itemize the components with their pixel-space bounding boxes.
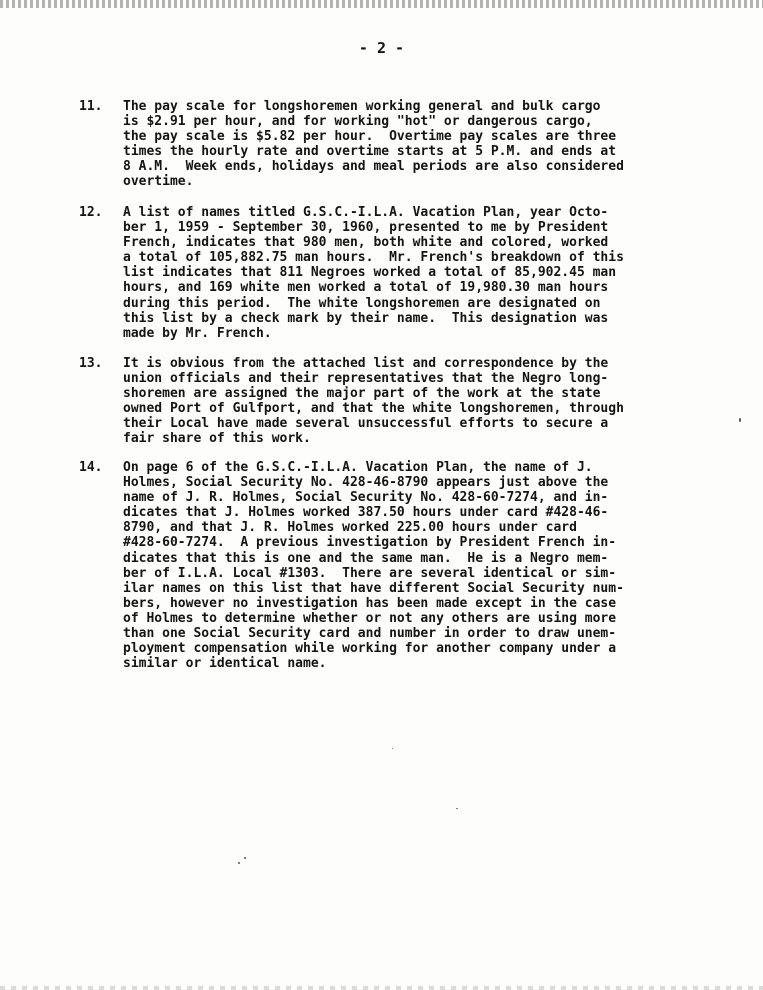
scan-speck	[456, 808, 458, 809]
scan-speck	[238, 862, 240, 864]
scan-speck	[392, 748, 393, 749]
scan-speck	[244, 857, 246, 859]
paragraph-number: 11.	[79, 99, 103, 114]
numbered-paragraph-13	[79, 356, 704, 447]
paragraph-text: It is obvious from the attached list and correspondence by the union officials and their representatives that the Negro long- shoremen are assigned the major part of the work at the state owned Port of Gulfport, and that the white longshoremen, through their Local have made several unsuccessful efforts to secure a fair share of this work.	[123, 356, 624, 447]
numbered-paragraph-12	[79, 205, 704, 341]
paragraph-number: 12.	[79, 205, 103, 220]
paragraph-number: 14.	[79, 460, 103, 475]
numbered-paragraph-14	[79, 460, 704, 671]
paragraph-text: The pay scale for longshoremen working general and bulk cargo is $2.91 per hour, and for working "hot" or dangerous cargo, the pay scale is $5.82 per hour. Overtime pay scales are three times the hourly rate and overtime starts at 5 P.M. and ends at 8 A.M. Week ends, holidays and meal periods are also considered overtime.	[123, 99, 624, 190]
scan-speck	[739, 418, 741, 422]
scan-bottom-edge	[0, 986, 763, 990]
paragraph-text: A list of names titled G.S.C.-I.L.A. Vacation Plan, year Octo- ber 1, 1959 - September 30, 1960, presented to me by President French, indicates that 980 men, both white and colored, worked a total of 105,882.75 man hours. Mr. French's breakdown of this list indicates that 811 Negroes worked a total of 85,902.45 man hours, and 169 white men worked a total of 19,980.30 man hours during this period. The white longshoremen are designated on this list by a check mark by their name. This designation was made by Mr. French.	[123, 205, 624, 341]
paragraph-number: 13.	[79, 356, 103, 371]
page-number: - 2 -	[358, 39, 405, 57]
paragraph-text: On page 6 of the G.S.C.-I.L.A. Vacation Plan, the name of J. Holmes, Social Security No. 428-46-8790 appears just above the name of J. R. Holmes, Social Security No. 428-60-7274, and in- dicates that J. Holmes worked 387.50 hours under card #428-46- 8790, and that J. R. Holmes worked 225.00 hours under card #428-60-7274. A previous investigation by President French in- dicates that this is one and the same man. He is a Negro mem- ber of I.L.A. Local #1303. There are several identical or sim- ilar names on this list that have different Social Security num- bers, however no investigation has been made except in the case of Holmes to determine whether or not any others are using more than one Social Security card and number in order to draw unem- ployment compensation while working for another company under a similar or identical name.	[123, 460, 624, 672]
numbered-paragraph-11	[79, 99, 704, 190]
scan-edge-border	[0, 0, 763, 8]
